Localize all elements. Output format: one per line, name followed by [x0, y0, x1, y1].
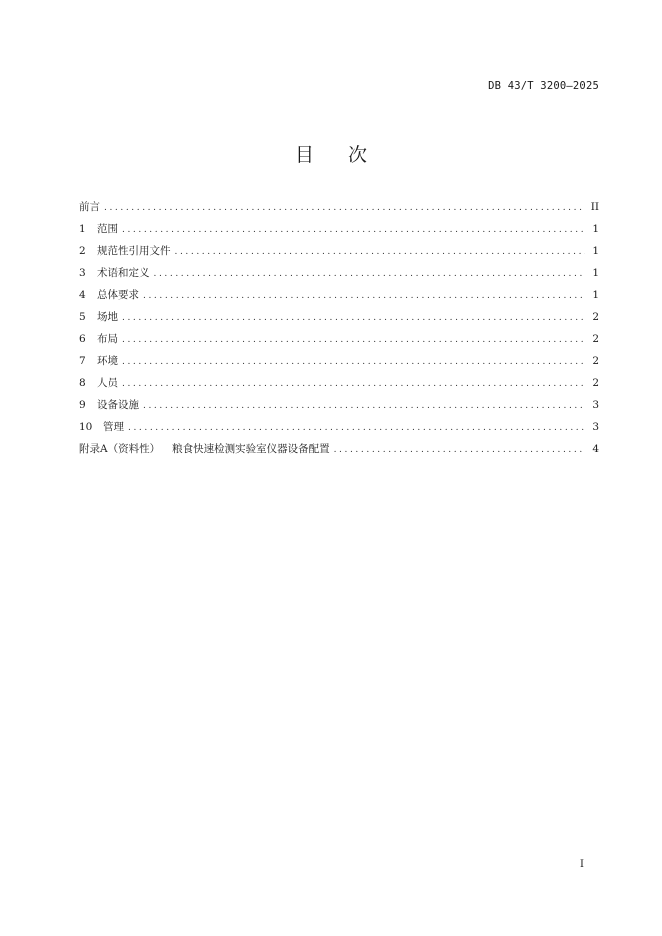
appendix-prefix: 附录A（资料性） — [79, 443, 161, 455]
toc-title — [0, 140, 662, 167]
toc-entry-label: 设备设施 — [97, 399, 139, 411]
appendix-title: 粮食快速检测实验室仪器设备配置 — [172, 443, 330, 455]
toc-dot-leader — [104, 203, 585, 213]
toc-entry-label: 规范性引用文件 — [97, 245, 171, 257]
toc-entry-number: 1 — [79, 223, 86, 235]
toc-entry-management[interactable] — [79, 419, 599, 441]
toc-entry-label — [79, 441, 330, 456]
toc-entry-number: 4 — [79, 289, 86, 301]
toc-entry-page: II — [590, 201, 599, 213]
toc-entry-page: 2 — [592, 355, 599, 367]
toc-entry-page: 1 — [592, 245, 599, 257]
toc-entry-page: 1 — [592, 223, 599, 235]
toc-entry-site[interactable] — [79, 309, 599, 331]
toc-entry-page: 3 — [592, 399, 599, 411]
toc-entry-page: 2 — [592, 311, 599, 323]
toc-dot-leader — [122, 357, 585, 367]
toc-entry-page: 2 — [592, 377, 599, 389]
toc-entry-number: 9 — [79, 399, 86, 411]
toc-entry-equipment[interactable] — [79, 397, 599, 419]
document-code: DB 43/T 3200—2025 — [488, 80, 599, 92]
toc-entry-layout[interactable] — [79, 331, 599, 353]
toc-title-char-1: 目 — [294, 144, 314, 166]
table-of-contents — [79, 199, 599, 463]
toc-dot-leader — [122, 379, 585, 389]
toc-entry-foreword[interactable] — [79, 199, 599, 221]
toc-dot-leader — [128, 423, 585, 433]
toc-entry-label: 场地 — [97, 311, 118, 323]
toc-entry-appendix-a[interactable] — [79, 441, 599, 463]
toc-entry-number: 5 — [79, 311, 86, 323]
toc-dot-leader — [154, 269, 586, 279]
toc-dot-leader — [334, 445, 585, 455]
toc-entry-environment[interactable] — [79, 353, 599, 375]
toc-dot-leader — [175, 247, 586, 257]
toc-entry-general-requirements[interactable] — [79, 287, 599, 309]
toc-entry-normative-references[interactable] — [79, 243, 599, 265]
toc-entry-label: 布局 — [97, 333, 118, 345]
toc-entry-label: 人员 — [97, 377, 118, 389]
toc-dot-leader — [122, 225, 585, 235]
toc-entry-label: 环境 — [97, 355, 118, 367]
toc-dot-leader — [122, 335, 585, 345]
toc-entry-personnel[interactable] — [79, 375, 599, 397]
toc-entry-label: 前言 — [79, 201, 100, 213]
toc-entry-number: 8 — [79, 377, 86, 389]
toc-dot-leader — [143, 401, 585, 411]
toc-entry-label: 管理 — [103, 421, 124, 433]
toc-entry-label: 术语和定义 — [97, 267, 150, 279]
toc-entry-page: 3 — [592, 421, 599, 433]
toc-entry-page: 2 — [592, 333, 599, 345]
toc-entry-page: 4 — [592, 443, 599, 455]
toc-entry-number: 3 — [79, 267, 86, 279]
page-number: I — [580, 859, 584, 870]
toc-dot-leader — [143, 291, 585, 301]
toc-entry-number: 10 — [79, 421, 93, 433]
toc-entry-number: 6 — [79, 333, 86, 345]
toc-entry-scope[interactable] — [79, 221, 599, 243]
toc-entry-terms-definitions[interactable] — [79, 265, 599, 287]
toc-entry-page: 1 — [592, 267, 599, 279]
toc-entry-number: 2 — [79, 245, 86, 257]
toc-entry-label: 范围 — [97, 223, 118, 235]
toc-entry-page: 1 — [592, 289, 599, 301]
toc-entry-number: 7 — [79, 355, 86, 367]
toc-entry-label: 总体要求 — [97, 289, 139, 301]
toc-title-char-2: 次 — [348, 144, 368, 166]
toc-dot-leader — [122, 313, 585, 323]
